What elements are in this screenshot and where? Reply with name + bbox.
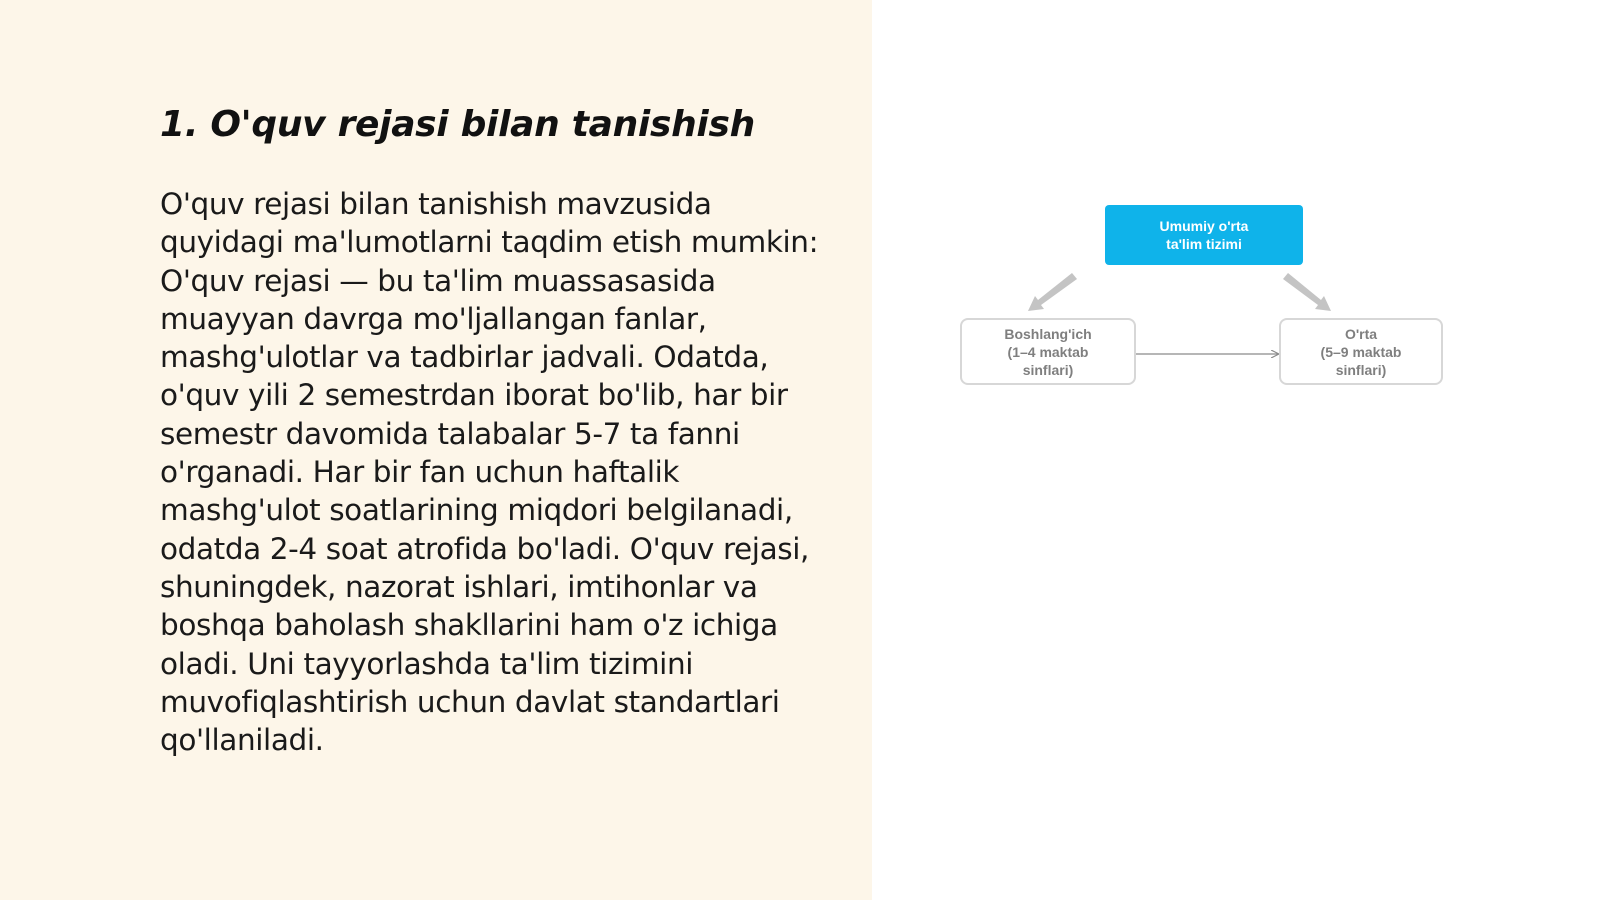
node-label: Umumiy o'rta ta'lim tizimi (1159, 218, 1249, 252)
node-general-secondary-education (1105, 205, 1303, 265)
node-label: Boshlang'ich (1–4 maktab sinflari) (1004, 325, 1092, 378)
slide-body-text: O'quv rejasi bilan tanishish mavzusida quyidagi ma'lumotlarni taqdim etish mumkin: O'quv rejasi — bu ta'lim muassasasida muayyan davrga mo'ljallangan fanlar, mashg'ulotlar va tadbirlar jadvali. Odatda, o'quv yili 2 semestrdan iborat bo'lib, har bir semestr davomida talabalar 5-7 ta fanni o'rganadi. Har bir fan uchun haftalik mashg'ulot soatlarining miqdori belgilanadi, odatda 2-4 soat atrofida bo'ladi. O'quv rejasi, shuningdek, nazorat ishlari, imtihonlar va boshqa baholash shakllarini ham o'z ichiga oladi. Uni tayyorlashda ta'lim tizimini muvofiqlashtirish uchun davlat standartlari qo'llaniladi. (160, 187, 819, 758)
arrow-to-right-node (1283, 273, 1331, 311)
node-label: O'rta (5–9 maktab sinflari) (1320, 325, 1402, 378)
node-primary-education (960, 318, 1136, 385)
node-secondary-education (1279, 318, 1443, 385)
slide-title: 1. O'quv rejasi bilan tanishish (160, 104, 755, 145)
arrow-to-left-node (1028, 273, 1077, 311)
education-system-diagram (940, 190, 1460, 410)
